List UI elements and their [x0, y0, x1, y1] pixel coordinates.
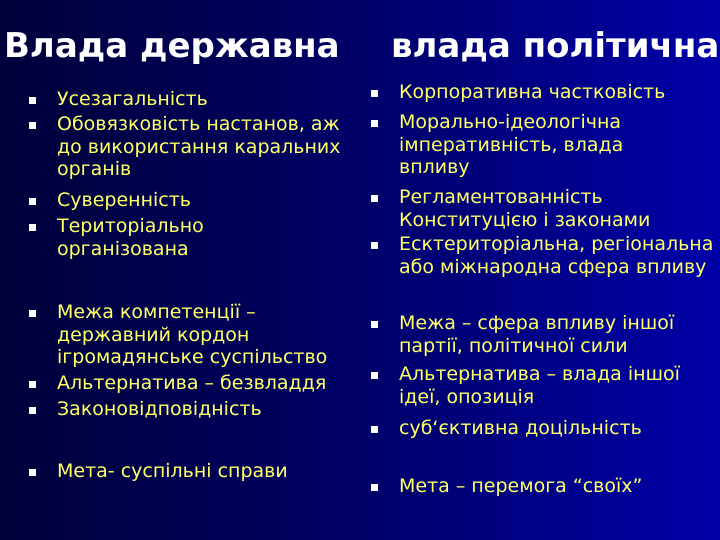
list-item — [399, 186, 711, 231]
list-item-text: Обовязковість настанов, аж до використання каральних органів — [57, 113, 341, 180]
list-item-text: Есктериторіальна, регіональна або міжнародна сфера впливу — [399, 233, 714, 278]
square-bullet-icon — [371, 321, 378, 328]
square-bullet-icon — [371, 120, 378, 127]
list-item-text: Регламентованність Конституцією і законами — [399, 186, 651, 231]
square-bullet-icon — [29, 469, 36, 476]
list-item-text: Мета – перемога “своїх” — [399, 475, 643, 497]
list-item — [57, 189, 357, 212]
list-item — [399, 81, 717, 104]
list-item-text: Суверенність — [57, 189, 191, 211]
list-item-text: Мета- суспільні справи — [57, 460, 288, 482]
square-bullet-icon — [29, 381, 36, 388]
square-bullet-icon — [29, 122, 36, 129]
square-bullet-icon — [371, 426, 378, 433]
square-bullet-icon — [371, 90, 378, 97]
list-item — [57, 215, 257, 260]
right-column-heading: влада політична — [391, 26, 720, 66]
list-item — [57, 460, 357, 483]
list-item — [399, 111, 649, 179]
square-bullet-icon — [371, 195, 378, 202]
square-bullet-icon — [371, 484, 378, 491]
list-item-text: Морально-ідеологічна імперативність, влада впливу — [399, 111, 624, 178]
list-item — [57, 301, 355, 369]
list-item-text: Усезагальність — [57, 88, 208, 110]
list-item — [399, 312, 717, 357]
square-bullet-icon — [29, 198, 36, 205]
left-column-heading: Влада державна — [4, 26, 340, 66]
list-item — [399, 363, 717, 408]
list-item — [57, 113, 353, 181]
square-bullet-icon — [29, 97, 36, 104]
list-item-text: Корпоративна частковість — [399, 81, 666, 103]
list-item-text: Територіально організована — [57, 215, 204, 260]
list-item — [57, 398, 357, 421]
list-item — [57, 88, 357, 111]
list-item — [399, 417, 717, 440]
list-item — [399, 475, 717, 498]
square-bullet-icon — [29, 224, 36, 231]
list-item-text: Альтернатива – безвладдя — [57, 372, 327, 394]
list-item — [57, 372, 357, 395]
list-item-text: Межа компетенції – державний кордон ігромадянське суспільство — [57, 301, 328, 368]
square-bullet-icon — [371, 372, 378, 379]
square-bullet-icon — [29, 310, 36, 317]
square-bullet-icon — [29, 407, 36, 414]
list-item-text: Альтернатива – влада іншої ідеї, опозиція — [399, 363, 680, 408]
list-item-text: Межа – сфера впливу іншої партії, політичної сили — [399, 312, 675, 357]
square-bullet-icon — [371, 242, 378, 249]
list-item-text: суб‘єктивна доцільність — [399, 417, 642, 439]
list-item — [399, 233, 717, 278]
list-item-text: Законовідповідність — [57, 398, 262, 420]
